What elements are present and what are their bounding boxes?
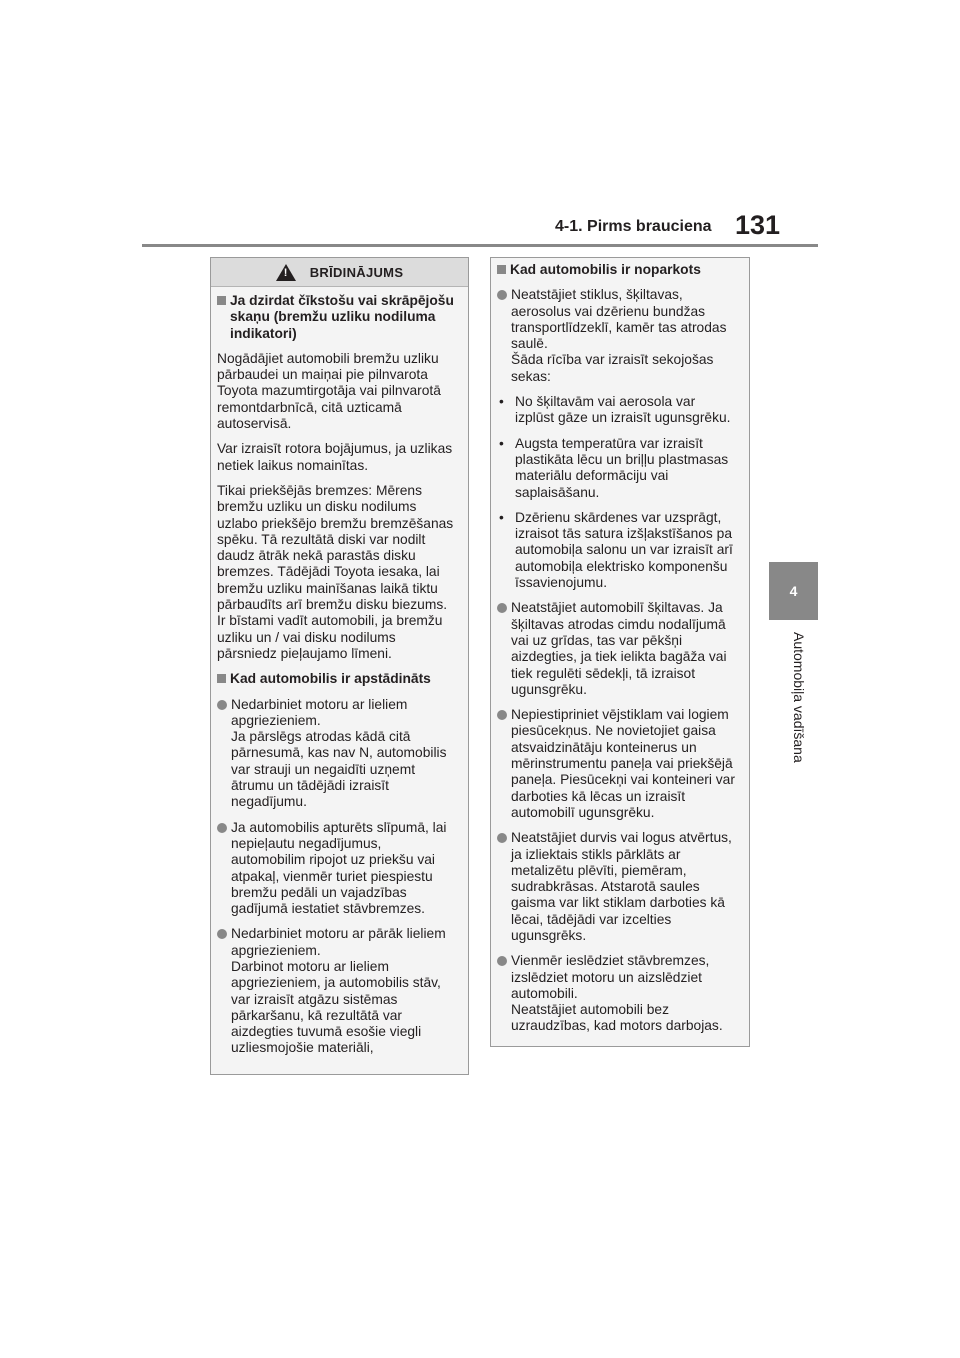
paragraph: Var izraisīt rotora bojājumus, ja uzlikas netiek laikus nomainītas. <box>217 441 453 473</box>
circle-bullet-icon <box>497 290 507 300</box>
square-bullet-icon <box>217 674 226 683</box>
sub-list-item: • Augsta temperatūra var izraisīt plastikāta lēcu un briļļu plastmasas materiālu deformāciju vai saplaisāšanu. <box>499 435 729 500</box>
warning-title: BRĪDINĀJUMS <box>309 264 404 280</box>
list-item: Nedarbiniet motoru ar pārāk lieliem apgriezieniem. Darbinot motoru ar lieliem apgriezieniem, ja automobilis stāv, var izraisīt atgāzu sistēmas pārkaršanu, kā rezultātā var aizdegties tuvumā esošie viegli uzliesmojošie materiāli, <box>217 926 454 1056</box>
warning-box-continued <box>490 257 750 1047</box>
list-item: Neatstājiet durvis vai logus atvērtus, ja izliektais stikls pārklāts ar metalizētu plēvīti, piemēram, sudrabkrāsas. Atstarotā saules gaisma var likt stiklam darboties kā lēcai, tādējādi var izcelties ugunsgrēks. <box>497 830 735 944</box>
circle-bullet-icon <box>497 710 507 720</box>
circle-bullet-icon <box>217 700 227 710</box>
section-heading: Kad automobilis ir noparkots <box>497 262 735 278</box>
circle-bullet-icon <box>217 929 227 939</box>
list-item: Neatstājiet stiklus, šķiltavas, aerosolus vai dzērienu bundžas transportlīdzeklī, kamēr tas atrodas saulē. Šāda rīcība var izraisīt sekojošas sekas: <box>497 287 735 385</box>
circle-bullet-icon <box>217 823 227 833</box>
list-item: Nedarbiniet motoru ar lieliem apgriezieniem. Ja pārslēgs atrodas kādā citā pārnesumā, kas nav N, automobilis var strauji un negaidīti uzņemt ātrumu un tādējādi izraisīt negadījumu. <box>217 697 454 811</box>
list-item: Ja automobilis apturēts slīpumā, lai nepieļautu negadījumus, automobilim ripojot uz priekšu vai atpakaļ, vienmēr turiet piespiestu bremžu pedāli un vajadzības gadījumā iestatiet stāvbremzes. <box>217 820 454 918</box>
warning-triangle-icon: ! <box>276 264 296 281</box>
chapter-number: 4 <box>789 583 798 599</box>
chapter-tab <box>769 562 818 620</box>
section-title: 4-1. Pirms brauciena <box>555 218 712 235</box>
list-item: Nepiestipriniet vējstiklam vai logiem piesūcekņus. Ne novietojiet gaisa atsvaidzinātāju konteinerus un mērinstrumentu paneļa vai priekšējā paneļa. Piesūcekņi vai konteineri var darboties kā lēcas un izraisīt automobilī ugunsgrēku. <box>497 707 735 821</box>
warning-box <box>210 257 469 1075</box>
section-heading: Ja dzirdat čīkstošu vai skrāpējošu skaņu (bremžu uzliku nodiluma indikatori) <box>217 293 454 342</box>
circle-bullet-icon <box>497 603 507 613</box>
circle-bullet-icon <box>497 956 507 966</box>
paragraph: Nogādājiet automobili bremžu uzliku pārbaudei un maiņai pie pilnvarota Toyota mazumtirgotāja vai pilnvarotā remontdarbnīcā, citā uzticamā autoservisā. <box>217 350 441 432</box>
sub-list-item: • Dzērienu skārdenes var uzsprāgt, izraisot tās satura izšļakstīšanos pa automobiļa salonu un var izraisīt arī automobiļa elektrisko komponenšu īssavienojumu. <box>499 509 733 591</box>
warning-header <box>211 258 468 287</box>
sub-list-item: • No šķiltavām vai aerosola var izplūst gāze un izraisīt ugunsgrēku. <box>499 394 731 426</box>
section-heading: Kad automobilis ir apstādināts <box>217 671 454 687</box>
list-item: Neatstājiet automobilī šķiltavas. Ja šķiltavas atrodas cimdu nodalījumā vai uz grīdas, tas var pēkšņi aizdegties, ja tiek ielikta bagāža vai tiek regulēti sēdekļi, tā izraisot ugunsgrēku. <box>497 600 735 698</box>
paragraph: Tikai priekšējās bremzes: Mērens bremžu uzliku un disku nodilums uzlabo priekšējo bremžu bremzēšanas spēku. Tā rezultātā diski var nodilt daudz ātrāk nekā parastās disku bremzes. Tādējādi Toyota iesaka, lai bremžu uzliku mainīšanas laikā tiktu pārbaudīts arī bremžu disku biezums. Ir bīstami vadīt automobili, ja bremžu uzliku un / vai disku nodilums pārsniedz pieļaujamo līmeni. <box>217 482 454 661</box>
page-number: 131 <box>735 210 781 240</box>
chapter-label: Automobiļa vadīšana <box>791 632 807 763</box>
list-item: Vienmēr ieslēdziet stāvbremzes, izslēdziet motoru un aizslēdziet automobili. Neatstājiet automobili bez uzraudzības, kad motors darbojas. <box>497 953 735 1034</box>
header-divider <box>142 244 818 247</box>
square-bullet-icon <box>497 265 506 274</box>
square-bullet-icon <box>217 296 226 305</box>
circle-bullet-icon <box>497 833 507 843</box>
